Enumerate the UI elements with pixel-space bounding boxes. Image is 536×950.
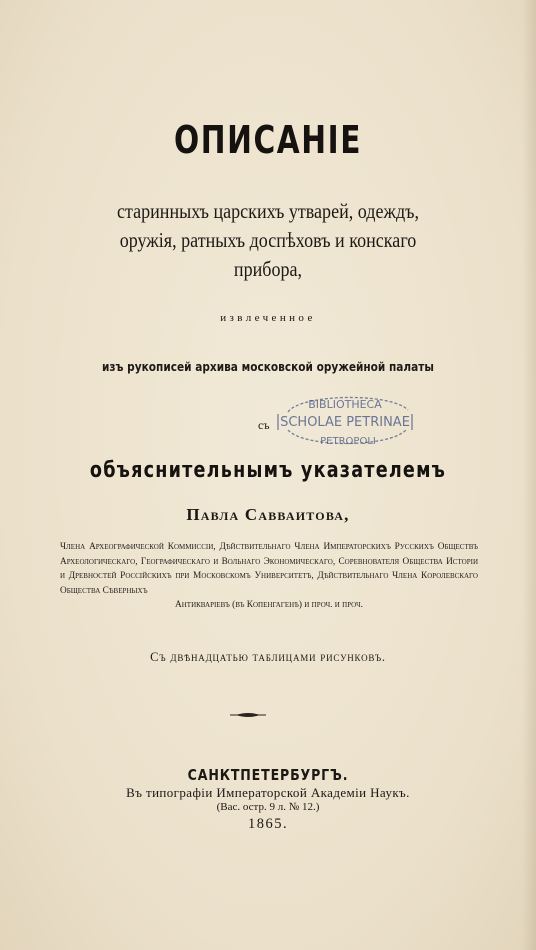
printer-address: (Вас. остр. 9 л. № 12.)	[216, 801, 320, 813]
library-stamp-icon	[270, 386, 420, 452]
archive-source: изъ рукописей архива московской оружейной палаты	[102, 360, 434, 374]
subtitle-line: оружія, ратныхъ доспѣховъ и конскаго	[119, 228, 417, 252]
book-subtitle	[43, 197, 493, 284]
author-name: Павла Савваитова,	[186, 505, 350, 524]
with-text: съ	[258, 418, 270, 432]
author-credentials	[60, 540, 478, 613]
subtitle-line: старинныхъ царскихъ утварей, одеждъ,	[116, 199, 420, 223]
credentials-text: Члена Археографической Коммиссіи, Дѣйствительнаго Члена Императорскихъ Русскихъ Обществъ Археологическаго, Географическаго и Вольнаго Экономическаго, Соревнователя Общества Исторіи и Древностей Россійскихъ при Московскомъ Университетѣ, Дѣйствительнаго Члена Королевскаго Общества Сѣверныхъ	[60, 542, 478, 596]
publication-city: САНКТПЕТЕРБУРГЪ.	[187, 766, 349, 784]
ornament-divider-icon	[228, 711, 268, 719]
book-title: ОПИСАНІЕ	[173, 118, 363, 162]
stamp-line-1: BIBLIOTHECA	[308, 398, 382, 411]
publication-year: 1865.	[247, 816, 289, 832]
stamp-line-2: SCHOLAE PETRINAE	[280, 415, 410, 430]
index-title: объяснительнымъ указателемъ	[89, 458, 447, 483]
credentials-last-line: Антикваріевъ (въ Копенгагенѣ) и проч. и проч.	[175, 600, 363, 610]
tables-note: Съ двѣнадцатью таблицами рисунковъ.	[150, 650, 386, 664]
printer-name: Въ типографіи Императорской Академіи Наукъ.	[126, 785, 410, 800]
stamp-line-3: PETROPOLI	[320, 436, 376, 447]
extracted-text: извлеченное	[220, 312, 316, 324]
subtitle-line: прибора,	[233, 257, 303, 281]
page-edge-shadow	[522, 0, 536, 950]
